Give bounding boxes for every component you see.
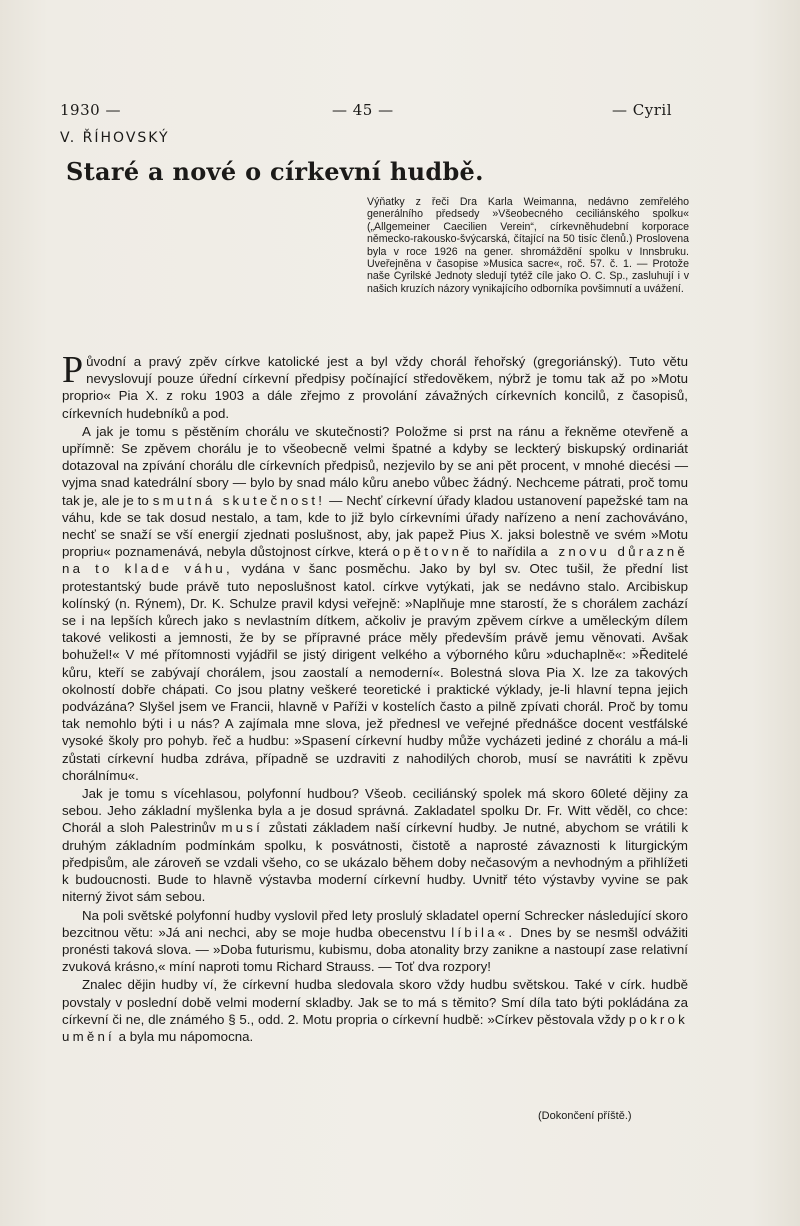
article-epigraph — [367, 196, 689, 295]
emphasis-pokrok-umeni: pokrok umění — [62, 1011, 688, 1044]
paragraph-4 — [62, 907, 688, 976]
epigraph-text: Výňatky z řeči Dra Karla Weimanna, nedávno zemřelého generálního předsedy »Všeobecného ceciliánského spolku« („Allgemeiner Caecilien Verein“, církevněhudební korporace německo-rakousko-švýcarská, čítající na 50 tisíc členů.) Proslovena byla v roce 1926 na gener. shromáždění spolku v Innsbruku. Uveřejněna v časopise »Musica sacre«, roč. 57. č. 1. — Protože naše Cyrilské Jednoty sledují tytéž cíle jako O. C. Sp., zasluhují i v našich kruzích názory vynikajícího odborníka povšimnutí a uvážení. — [367, 196, 689, 295]
running-header — [60, 101, 672, 123]
header-page-number: — 45 — — [332, 101, 394, 119]
emphasis-smutna-skutecnost: smutná skutečnost! — [152, 492, 326, 508]
paragraph-2-text-c: to nařídila — [477, 544, 537, 560]
article-author: V. ŘÍHOVSKÝ — [60, 130, 170, 146]
header-journal-name: — Cyril — [612, 101, 672, 119]
article-title: Staré a nové o církevní hudbě. — [66, 157, 484, 186]
paragraph-5 — [62, 976, 688, 1045]
paragraph-3-text-a: Jak je tomu s vícehlasou, polyfonní hudbou? Všeob. ceciliánský spolek má skoro 60leté dějiny za sebou. Jeho základní myšlenka byla a je dosud správná. Zakladatel spolku Dr. Fr. Witt věděl, co chce: Chorál a sloh Palestrinův — [62, 786, 688, 836]
emphasis-opetovne: opětovně — [392, 544, 473, 560]
paragraph-1-text: ůvodní a pravý zpěv církve katolické jest a byl vždy chorál řehořský (gregoriánský). Tuto větu nevyslovují pouze úřední církevní předpisy počínající středověkem, nýbrž je tomu tak až po »Motu proprio« Pia X. z roku 1903 a dále zřejmo z provolání závažných církevních koncilů, z časopisů, církevních hudebníků a pod. — [62, 354, 688, 421]
paragraph-2 — [62, 423, 688, 784]
paragraph-3 — [62, 785, 688, 905]
paragraph-5-text-a: Znalec dějin hudby ví, že církevní hudba sledovala skoro vždy hudbu světskou. Také v círk. hudbě povstaly v poslední době velmi moderní skladby. Jak se to má s těmito? Smí díla tato býti pokládána za církevní či ne, dle známého § 5., odd. 2. Motu propria o církevní hudbě: »Církev pěstovala vždy — [62, 977, 688, 1027]
paragraph-2-text-a: A jak je tomu s pěstěním chorálu ve skutečnosti? Položme si prst na ránu a řekněme otevřeně a upřímně: Se zpěvem chorálu je to všeobecně velmi špatné a kdyby se leckterý biskupský ordinariát dotazoval na zpívání chorálu dle církevních předpisů, nezjevilo by se ani pět procent, v mnohé diecési — vyjma snad katedrální sbory — bylo by snad málo kůru anebo vůbec žádný. Nechceme pátrati, proč tomu tak je, ale je to — [62, 423, 688, 508]
paragraph-2-text-d: vydána v šanc posměchu. Jako by byl sv. Otec tušil, že přední list protestantský bude právě tuto neposlušnost katol. církve vytýkati, jak se nedávno stalo. Arcibiskup kolínský (n. Rýnem), Dr. K. Schulze pravil kdysi veřejně: »Naplňuje mne starostí, že s chorálem zachází se i na lepších kůrech jako s nevlastním dítkem, ačkoliv je pravým zpěvem církve a uměleckým dílem takové velikosti a jemnosti, že by se přípravné práce měly především právě jemu věnovati. Avšak bohužel!« V mé přítomnosti vyjádřil se jistý dirigent velkého a výborného kůru »duchaplně«: »Ředitelé kůru, kteří se zabývají chorálem, jsou zaostalí a nemoderní«. Bolestná slova Pia X. lze za takových okolností dobře chápati. Co jsou platny veškeré teoretické i praktické výklady, je-li hlavní tepna jejich podvázána? Slyšel jsem ve Francii, hlavně v Paříži v kostelích často a pilně zpívati chorál. Proč by tomu tak nemohlo býti i u nás? A zajímala mne slova, jež přednesl ve veřejné přednášce docent vestfálské vysoké školy pro pohyb. řeč a hudbu: »Spasení církevní hudby může vycházeti jediné z chorálu a má-li zůstati církevní hudba zdráva, případně se uzdraviti z nahodilých chorob, musí se navrátiti k zpěvu chorálnímu«. — [62, 561, 688, 783]
paragraph-1 — [62, 349, 688, 422]
emphasis-znovu-durazne: a znovu důrazně na to klade váhu, — [62, 544, 688, 577]
header-year: 1930 — — [60, 101, 121, 119]
paragraph-3-text-b: zůstati základem naší církevní hudby. Je nutné, abychom se vrátili k druhým základním podmínkám spolku, k posvátnosti, čistotě a naprosté závaznosti k liturgickým předpisům, ale zároveň se vzdali všeho, co se ukázalo během doby nečasovým a nevhodným a přihlížeti k budoucnosti. Bude to hlavně výstavba moderní církevní hudby. Uvnitř této výstavby vyvine se pak niterný život sám sebou. — [62, 820, 688, 905]
paragraph-4-text-b: Dnes by se nesmšl odvážiti pronésti taková slova. — »Doba futurismu, kubismu, doba atonality brzy zanikne a nastoupí zase relativní zvuková krásno,« míní naproti tomu Richard Strauss. — Toť dva rozpory! — [62, 924, 689, 975]
paragraph-4-text-a: Na poli světské polyfonní hudby vyslovil před lety proslulý skladatel operní Schrecker následující skoro bezcitnou větu: »Já ani nechci, aby se moje hudba obecenstvu — [62, 907, 688, 940]
paragraph-2-text-b: — Nechť církevní úřady kladou ustanovení papežské tam na váhu, kde se tak dosud nestalo, a tam, kde to již bylo církevními úřady nařízeno a není zachováváno, nechť se snaží se vší energií zjednati poslušnost, aby, jak papež Pius X. jaksi bolestně ve svém »Motu propriu« poznamenává, nebyla důstojnost církve, která — [62, 492, 688, 560]
drop-cap: P — [62, 349, 84, 391]
continuation-note: (Dokončení příště.) — [538, 1110, 632, 1122]
emphasis-musi: musí — [221, 820, 264, 836]
paragraph-5-text-b: a byla mu nápomocna. — [118, 1028, 254, 1044]
article-body — [62, 349, 689, 1046]
emphasis-libila: líbila«. — [451, 924, 516, 940]
